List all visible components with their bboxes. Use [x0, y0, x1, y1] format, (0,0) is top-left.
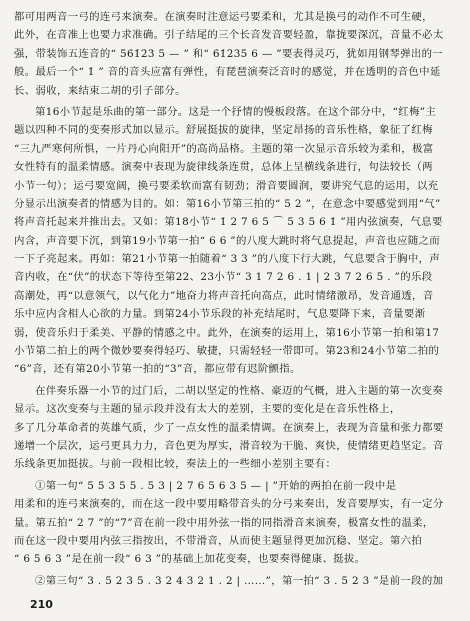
text-line-with-notation: 内含，声音要下沉，到第19小节第一拍“ 6 6 ”的八度大跳时将气息提起，声音也应随之而: [14, 234, 441, 247]
text-line: 递增一个层次，运弓更具力力，音色更为厚实，滑音较为干脆、爽快，使情绪更趋坚定。音: [14, 439, 444, 452]
text-line: 多了几分革命者的英雄气质，少了一点女性的温柔情调。在演奏上，表现为音量和张力都要: [14, 421, 444, 434]
text-line-with-notation: 将声音托起来并推出去。又如：第18小节“ 1̇ 2 7 6 5 ⌒ 5 3 5 6 1̇ ”用内弦演奏，气息要: [14, 216, 443, 229]
text-line-with-notation: 量。第五拍“ 2 7 ”的“7”音在前一段中用外弦一指的同指滑音来演奏，极富女性的温柔，: [14, 516, 434, 529]
text-line: 弱，使音乐归于柔美、平静的情感之中。此外，在演奏的运用上，第16小节第一拍和第17: [14, 326, 440, 339]
paragraph-start: 在伴奏乐器一小节的过门后，二胡以坚定的性格、豪迈的气概，进入主题的第一次变奏: [35, 384, 444, 397]
text-line: 而在这一段中要用内弦三指按出，不带滑音，从而使主题显得更加沉稳、坚定。第六拍: [14, 534, 423, 547]
paragraph-start: 第16小节起是乐曲的第一部分。这是一个抒情的慢板段落。在这个部分中，“红梅”主: [35, 105, 437, 118]
text-line: 都可用两音一弓的连弓来演奏。在演奏时注意运弓要柔和，尤其是换弓的动作不可生硬，: [14, 11, 433, 23]
text-line: 小节第二拍上的两个微妙要奏得轻巧、敏捷，只需轻轻一带即可。第23和24小节第二拍的: [14, 345, 440, 358]
text-line: 高潮处，再“以意领气，以气化力”地奋力将声音托向高点，此时情绪激昂，发音通透，音: [14, 289, 434, 302]
text-line-with-notation: 分显示出演奏者的情感为目的。如：第16小节第三拍的“ 5 2 ”，在意念中要感觉到用“气”: [14, 197, 441, 210]
text-line: 显示。这次变奏与主题的显示段并没有太大的差别，主要的变化是在音乐性格上，: [14, 403, 401, 416]
list-item-second: ②第三句“ 3 . 5 2 3 5 . 3 2 4 3 2 1 . 2 | ……”，第一拍“ 3 . 5 2 3 ”是前一段的加: [35, 574, 444, 587]
text-line-with-notation: 一下子亮起来。再如：第21小节第一拍随着“ 3 3 ”的八度下行大跳，气息要含于胸中，声: [14, 253, 441, 266]
text-line: “6”音，还有第20小节第一拍的“3”音，都应带有迟阶颤指。: [14, 363, 301, 376]
text-line-with-notation: 音内收，在“伏”的状态下等待至第22、23小节“ 3 1 7 2 6 . 1 | 2 3 7 2 6 5 . ”的乐段: [14, 271, 433, 284]
text-line: 题以四种不同的变奏形式加以显示。舒展挺拔的旋律，坚定昂扬的音乐性格，象征了红梅: [14, 124, 433, 137]
text-line: 女性特有的温柔情感。演奏中表现为旋律线条连贯，总体上呈横线条进行，句法较长（两: [14, 161, 433, 174]
text-line: 长、弱收，来结束二胡的引子部分。: [14, 84, 186, 97]
text-line: 般。最后一个“ 1̇ ” 音的音头应富有弹性，有琵琶演奏泛音时的感觉，并在透明的音色中延: [14, 66, 441, 79]
text-line: “三九严寒何所惧，一片丹心向阳开”的高尚品格。主题的第一次显示音乐较为柔和，极富: [14, 142, 434, 155]
page-number: 210: [30, 598, 53, 611]
text-line-with-notation: 强，带装饰五连音的“ 5̇6̇1̇2̇3̇ 5 — ” 和“ 6̇1̇2̇3̇5̇ 6 — ”要表得灵巧，犹如用钢琴弹出的一: [14, 47, 444, 60]
text-line-with-notation: “ 6 5 6 3 ”是在前一段“ 6 3 ”的基础上加花变奏，也要奏得健康、挺拔。: [14, 553, 366, 566]
text-line: 小节一句）；运弓要宽阔，换弓要柔软而富有韧劲；滑音要圆润，要讲究气息的运用，以充: [14, 179, 439, 192]
text-line: 乐中应内含相人心欲的力量。到第24小节乐段的补充结尾时，气息要降下来，音量要渐: [14, 308, 426, 321]
list-item-first: ①第一句“ 5 5 3 5 5 . 5 3 | 2 7 6 5 6 3 5 — | ”开始的两拍在前一段中是: [35, 479, 397, 492]
text-line: 用柔和的连弓来演奏的，而在这一段中要用略带音头的分弓来奏出，发音要厚实，有一定分: [14, 498, 444, 511]
text-line: 乐线条更加挺拔。与前一段相比较，奏法上的一些细小差别主要有：: [14, 458, 337, 471]
text-line: 此外，在音准上也要力求准确。引子结尾的三个长音发音要轻盈，靠拢要深沉，音量不必太: [14, 29, 444, 42]
